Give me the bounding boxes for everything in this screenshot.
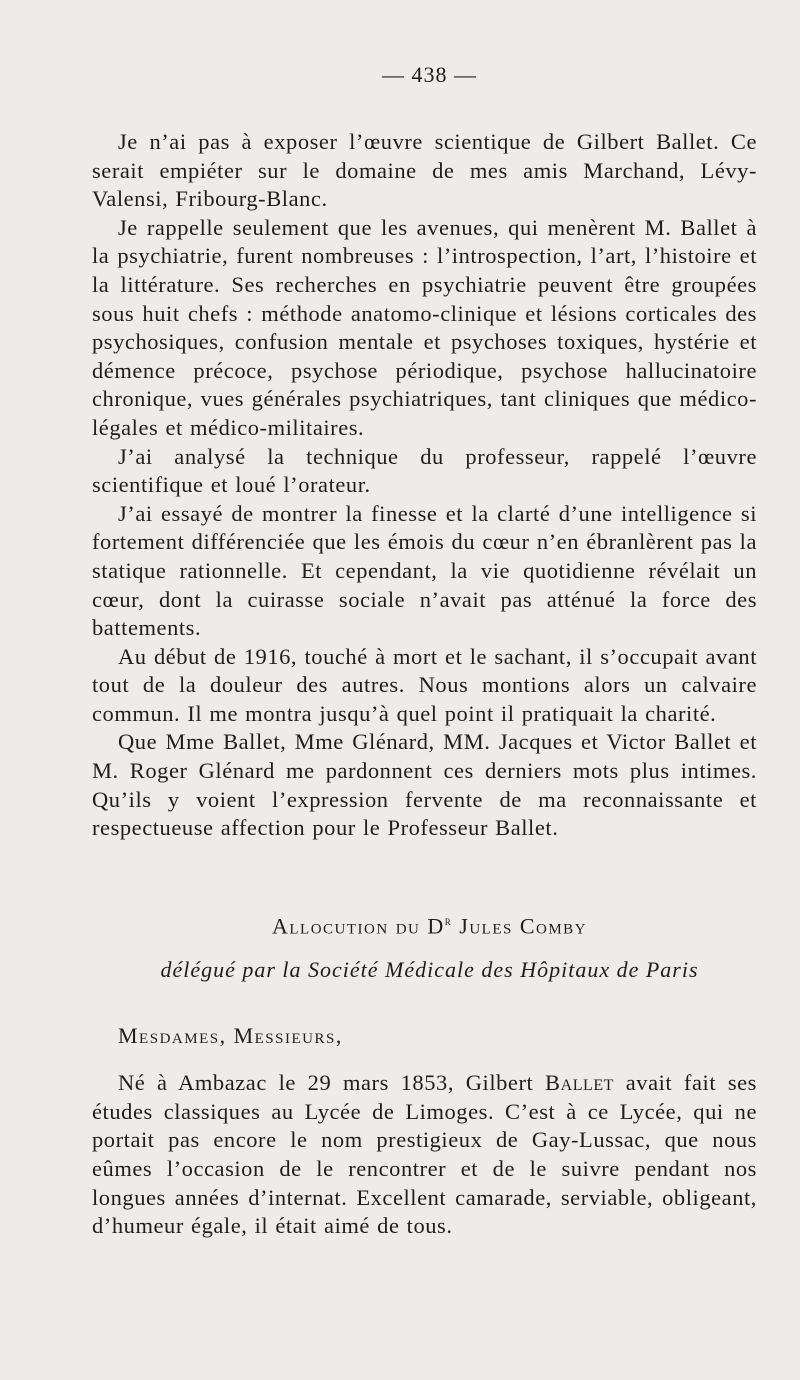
heading-prefix: Allocution du D bbox=[271, 913, 445, 939]
final-name: Ballet bbox=[545, 1070, 615, 1096]
section-heading bbox=[92, 913, 757, 939]
salutation: Mesdames, Messieurs, bbox=[118, 1023, 343, 1049]
paragraph-1: Je n’ai pas à exposer l’œuvre scientique de Gilbert Ballet. Ce serait empiéter sur le domaine de mes amis Marchand, Lévy-Valensi, Fribourg-Blanc. bbox=[92, 129, 757, 212]
final-text-before: Né à Ambazac le 29 mars 1853, Gilbert bbox=[118, 1070, 546, 1096]
heading-suffix: Jules Comby bbox=[452, 913, 588, 939]
paragraph-6: Que Mme Ballet, Mme Glénard, MM. Jacques et Victor Ballet et M. Roger Glénard me pardonnent ces derniers mots plus intimes. Qu’ils y voient l’expression fervente de ma reconnaissante et respectueuse affection pour le Professeur Ballet. bbox=[92, 729, 757, 841]
document-page bbox=[92, 62, 757, 1241]
paragraph-4: J’ai essayé de montrer la finesse et la clarté d’une intelligence si fortement différenciée que les émois du cœur n’en ébranlèrent pas la statique rationnelle. Et cependant, la vie quotidienne révélait un cœur, dont la cuirasse sociale n’avait pas atténué la force des battements. bbox=[92, 500, 757, 641]
section-subheading: délégué par la Société Médicale des Hôpitaux de Paris bbox=[160, 957, 699, 983]
paragraph-3: J’ai analysé la technique du professeur, rappelé l’œuvre scientifique et loué l’orateur. bbox=[92, 443, 757, 498]
paragraph-5: Au début de 1916, touché à mort et le sachant, il s’occupait avant tout de la douleur des autres. Nous montions alors un calvaire commun. Il me montra jusqu’à quel point il pratiquait la charité. bbox=[92, 643, 757, 726]
paragraph-2: Je rappelle seulement que les avenues, qui menèrent M. Ballet à la psychiatrie, furent nombreuses : l’introspection, l’art, l’histoire et la littérature. Ses recherches en psychiatrie peuvent être groupées sous huit chefs : méthode anatomo-clinique et lésions corticales des psychosiques, confusion mentale et psychoses toxiques, hystérie et démence précoce, psychose périodique, psychose hallucinatoire chronique, vues générales psychiatriques, tant cliniques que médico-légales et médico-militaires. bbox=[92, 214, 757, 440]
page-number: — 438 — bbox=[382, 62, 477, 87]
heading-superscript: r bbox=[444, 912, 453, 928]
paragraph-final bbox=[92, 1069, 757, 1241]
final-text-after: avait fait ses études classiques au Lycée de Limoges. C’est à ce Lycée, qui ne portait pas encore le nom prestigieux de Gay-Lussac, que nous eûmes l’occasion de le rencontrer et de le suivre pendant nos longues années d’internat. Excellent camarade, serviable, obligeant, d’humeur égale, il était aimé de tous. bbox=[92, 1070, 757, 1239]
